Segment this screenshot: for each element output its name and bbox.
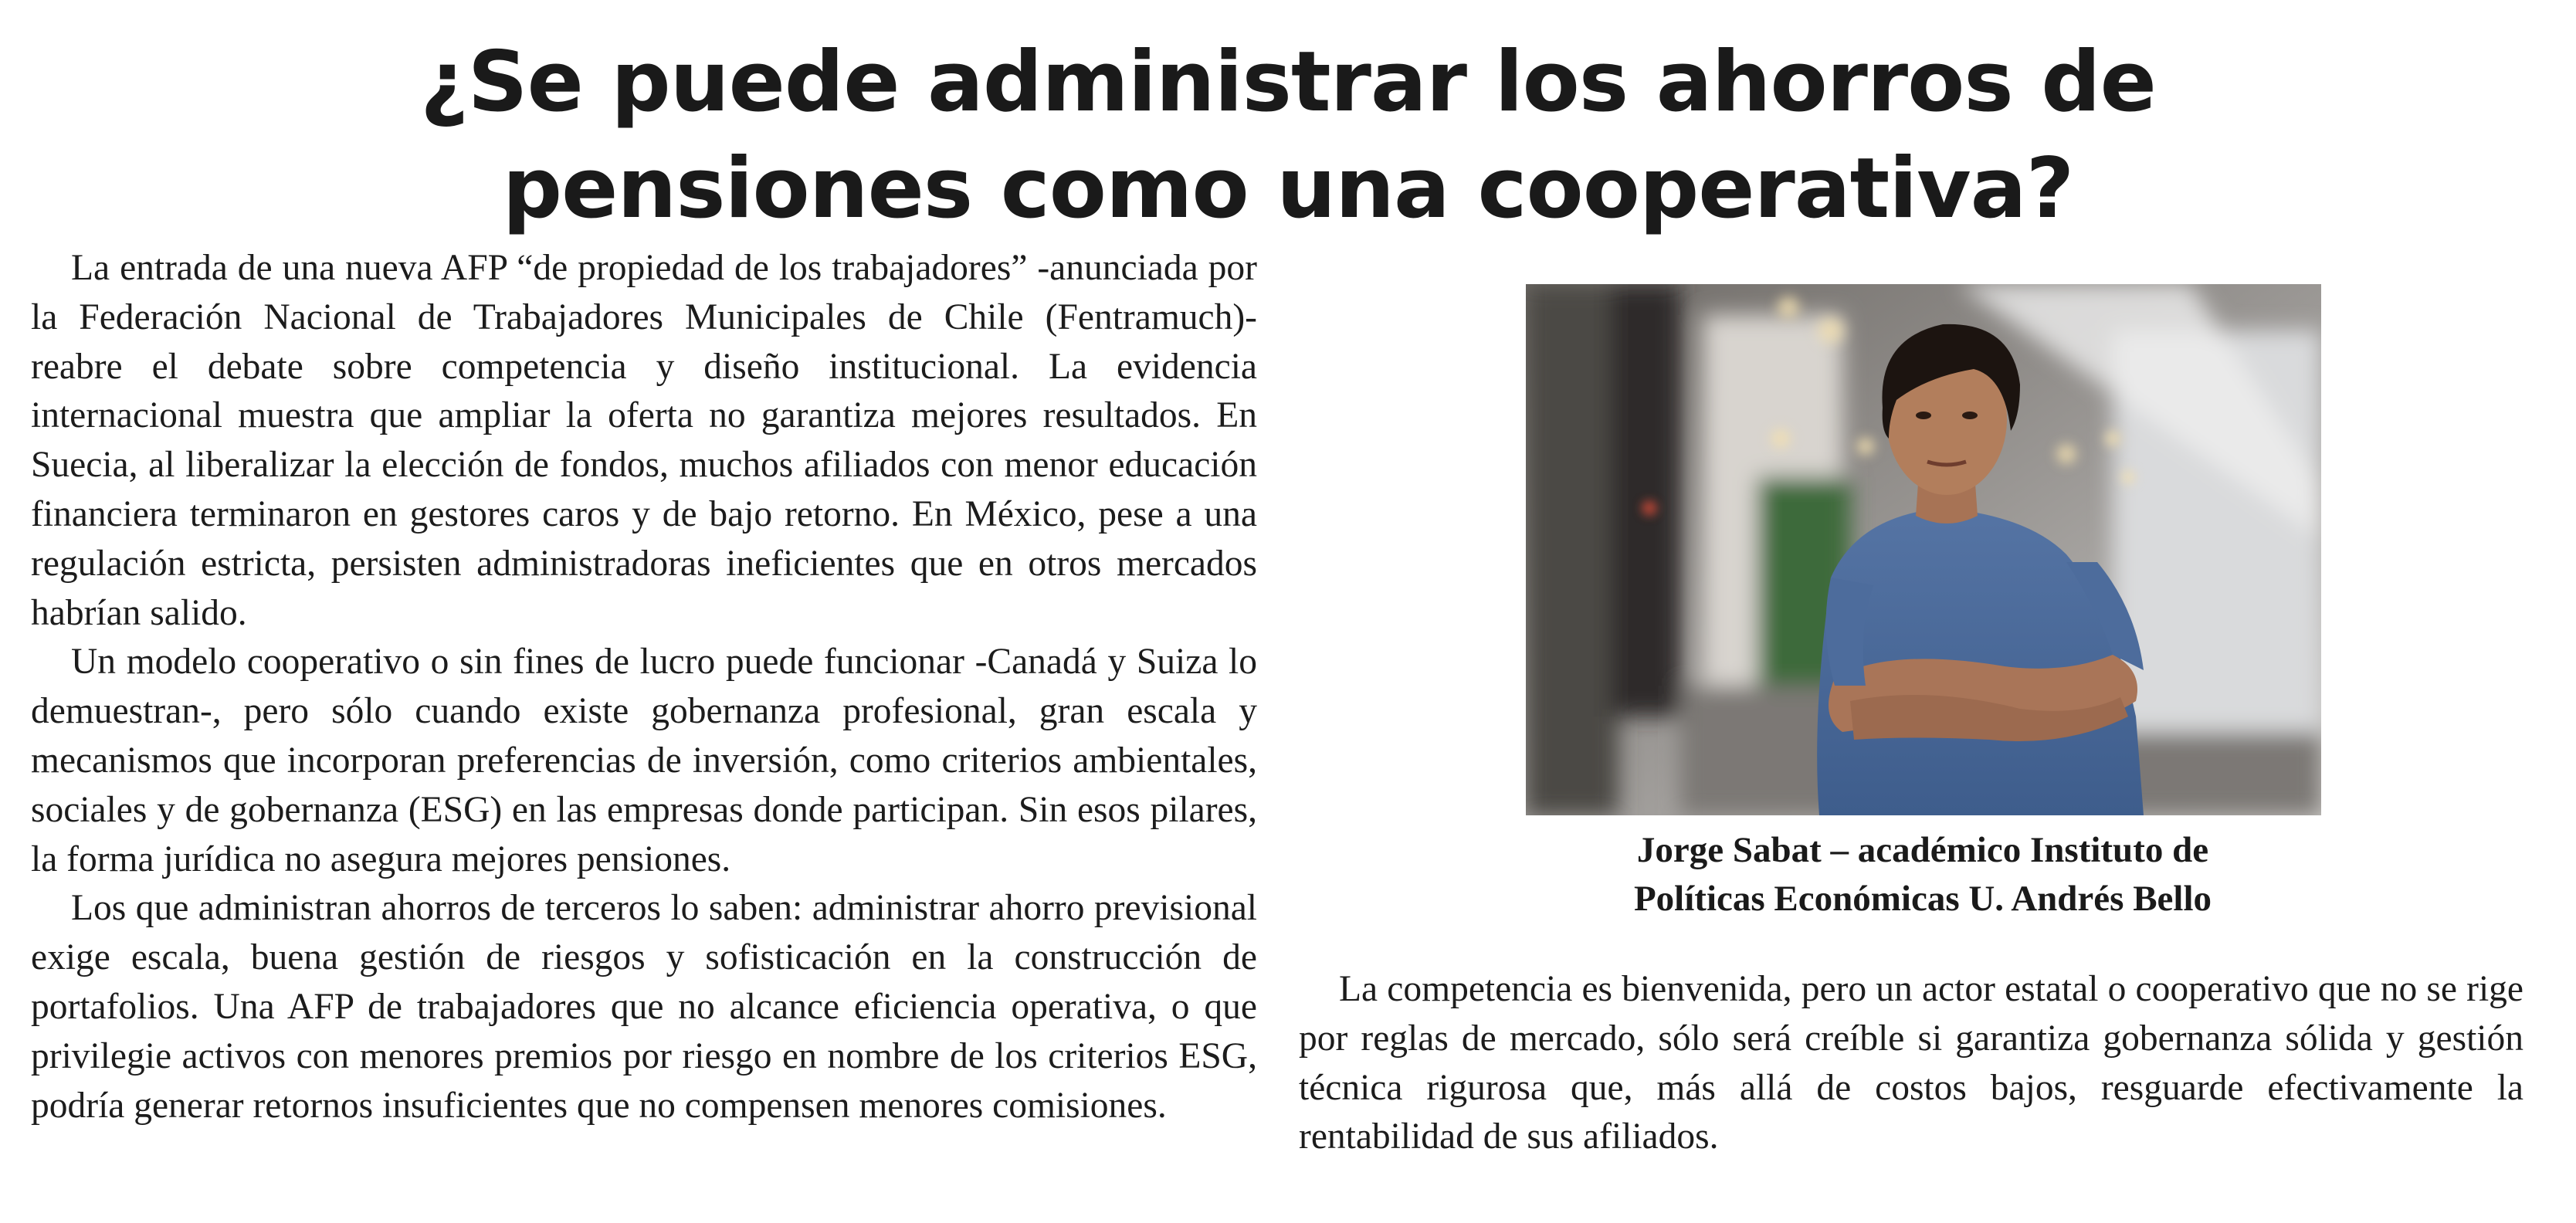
photo-caption bbox=[1459, 826, 2386, 923]
caption-line-1: Jorge Sabat – académico Instituto de bbox=[1636, 830, 2209, 870]
article-body-right-column bbox=[1299, 965, 2523, 1162]
article-headline bbox=[0, 29, 2576, 242]
body-paragraph-4: La competencia es bienvenida, pero un actor estatal o cooperativo que no se rige por reglas de mercado, sólo será creíble si garantiza gobernanza sólida y gestión técnica rigurosa que, más allá de costos bajos, resguarde efectivamente la rentabilidad de sus afiliados. bbox=[1299, 969, 2523, 1157]
body-paragraph-3: Los que administran ahorros de terceros lo saben: administrar ahorro previsional exige escala, buena gestión de riesgos y sofisticación en la construcción de portafolios. Una AFP de trabajadores que no alcance eficiencia operativa, o que privilegie activos con menores premios por riesgo en nombre de los criterios ESG, podría generar retornos insuficientes que no compensen menores comisiones. bbox=[31, 888, 1257, 1126]
article-body-left-column bbox=[31, 244, 1257, 1130]
headline-line-2: pensiones como una cooperativa? bbox=[502, 141, 2074, 237]
headline-line-1: ¿Se puede administrar los ahorros de bbox=[420, 34, 2156, 130]
caption-line-2: Políticas Económicas U. Andrés Bello bbox=[1633, 879, 2212, 919]
body-paragraph-2: Un modelo cooperativo o sin fines de lucro puede funcionar -Canadá y Suiza lo demuestran-, pero sólo cuando existe gobernanza profesional, gran escala y mecanismos que incorporan preferencias de inversión, como criterios ambientales, sociales y de gobernanza (ESG) en las empresas donde participan. Sin esos pilares, la forma jurídica no asegura mejores pensiones. bbox=[31, 642, 1257, 879]
author-portrait-photo bbox=[1526, 284, 2321, 815]
body-paragraph-1: La entrada de una nueva AFP “de propiedad de los trabajadores” -anunciada por la Federación Nacional de Trabajadores Municipales de Chile (Fentramuch)- reabre el debate sobre competencia y diseño institucional. La evidencia internacional muestra que ampliar la oferta no garantiza mejores resultados. En Suecia, al liberalizar la elección de fondos, muchos afiliados con menor educación financiera terminaron en gestores caros y de bajo retorno. En México, pese a una regulación estricta, persisten administradoras ineficientes que en otros mercados habrían salido. bbox=[31, 248, 1257, 633]
